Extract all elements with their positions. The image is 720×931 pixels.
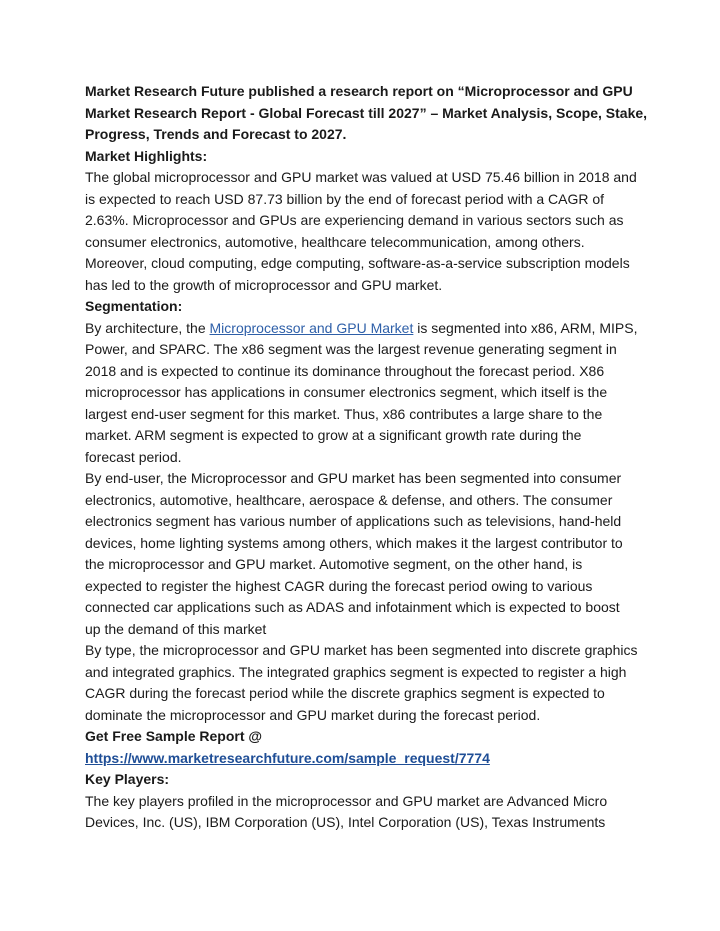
highlights-line: has led to the growth of microprocessor and GPU market. bbox=[85, 276, 443, 293]
type-line: CAGR during the forecast period while the discrete graphics segment is expected to bbox=[85, 685, 605, 701]
architecture-suffix: is segmented into x86, ARM, MIPS, bbox=[413, 319, 638, 336]
type-paragraph bbox=[85, 640, 645, 726]
document-page bbox=[85, 81, 648, 834]
highlights-paragraph bbox=[85, 167, 645, 296]
type-line: and integrated graphics. The integrated graphics segment is expected to register a high bbox=[85, 663, 627, 680]
highlights-line: consumer electronics, automotive, healthcare telecommunication, among others. bbox=[85, 233, 585, 250]
architecture-first-line bbox=[85, 318, 645, 340]
segmentation-heading: Segmentation: bbox=[85, 298, 183, 314]
enduser-line: expected to register the highest CAGR during the forecast period owing to various bbox=[85, 577, 593, 594]
enduser-line: By end-user, the Microprocessor and GPU market has been segmented into consumer bbox=[85, 470, 622, 486]
key-players-heading: Key Players: bbox=[85, 771, 170, 787]
players-paragraph bbox=[85, 791, 645, 834]
sample-link-line bbox=[85, 748, 645, 770]
enduser-line: devices, home lighting systems among others, which makes it the largest contributor to bbox=[85, 534, 623, 551]
sample-request-link[interactable]: https://www.marketresearchfuture.com/sample_request/7774 bbox=[85, 749, 490, 766]
intro-line: Progress, Trends and Forecast to 2027. bbox=[85, 126, 347, 142]
type-line: dominate the microprocessor and GPU market during the forecast period. bbox=[85, 706, 541, 723]
architecture-line: forecast period. bbox=[85, 448, 182, 465]
highlights-line: Moreover, cloud computing, edge computing, software-as-a-service subscription models bbox=[85, 255, 630, 271]
enduser-line: electronics segment has various number of applications such as televisions, hand-held bbox=[85, 513, 622, 529]
highlights-line: The global microprocessor and GPU market was valued at USD 75.46 billion in 2018 and bbox=[85, 169, 637, 185]
enduser-line: connected car applications such as ADAS and infotainment which is expected to boost bbox=[85, 599, 620, 615]
architecture-line: microprocessor has applications in consumer electronics segment, which itself is the bbox=[85, 384, 608, 400]
players-line: The key players profiled in the microprocessor and GPU market are Advanced Micro bbox=[85, 792, 608, 809]
architecture-prefix: By architecture, the bbox=[85, 319, 210, 336]
enduser-line: electronics, automotive, healthcare, aerospace & defense, and others. The consumer bbox=[85, 491, 613, 508]
highlights-line: 2.63%. Microprocessor and GPUs are experiencing demand in various sectors such as bbox=[85, 212, 624, 228]
highlights-line: is expected to reach USD 87.73 billion by the end of forecast period with a CAGR of bbox=[85, 190, 605, 207]
enduser-line: the microprocessor and GPU market. Automotive segment, on the other hand, is bbox=[85, 556, 583, 572]
highlights-heading: Market Highlights: bbox=[85, 147, 208, 164]
architecture-line: largest end-user segment for this market. Thus, x86 contributes a large share to the bbox=[85, 405, 603, 422]
enduser-line: up the demand of this market bbox=[85, 620, 267, 637]
architecture-line: market. ARM segment is expected to grow at a significant growth rate during the bbox=[85, 427, 582, 443]
players-line: Devices, Inc. (US), IBM Corporation (US), Intel Corporation (US), Texas Instruments bbox=[85, 814, 606, 830]
market-report-link[interactable]: Microprocessor and GPU Market bbox=[209, 319, 414, 336]
intro-line: Market Research Future published a research report on “Microprocessor and GPU bbox=[85, 83, 633, 99]
type-line: By type, the microprocessor and GPU market has been segmented into discrete graphics bbox=[85, 642, 638, 658]
enduser-paragraph bbox=[85, 468, 645, 640]
architecture-paragraph bbox=[85, 318, 645, 469]
architecture-line: 2018 and is expected to continue its dominance throughout the forecast period. X86 bbox=[85, 362, 605, 379]
intro-line: Market Research Report - Global Forecast till 2027” – Market Analysis, Scope, Stake, bbox=[85, 104, 648, 121]
architecture-line: Power, and SPARC. The x86 segment was the largest revenue generating segment in bbox=[85, 341, 617, 357]
sample-report-heading: Get Free Sample Report @ bbox=[85, 728, 263, 744]
intro-paragraph bbox=[85, 81, 648, 146]
